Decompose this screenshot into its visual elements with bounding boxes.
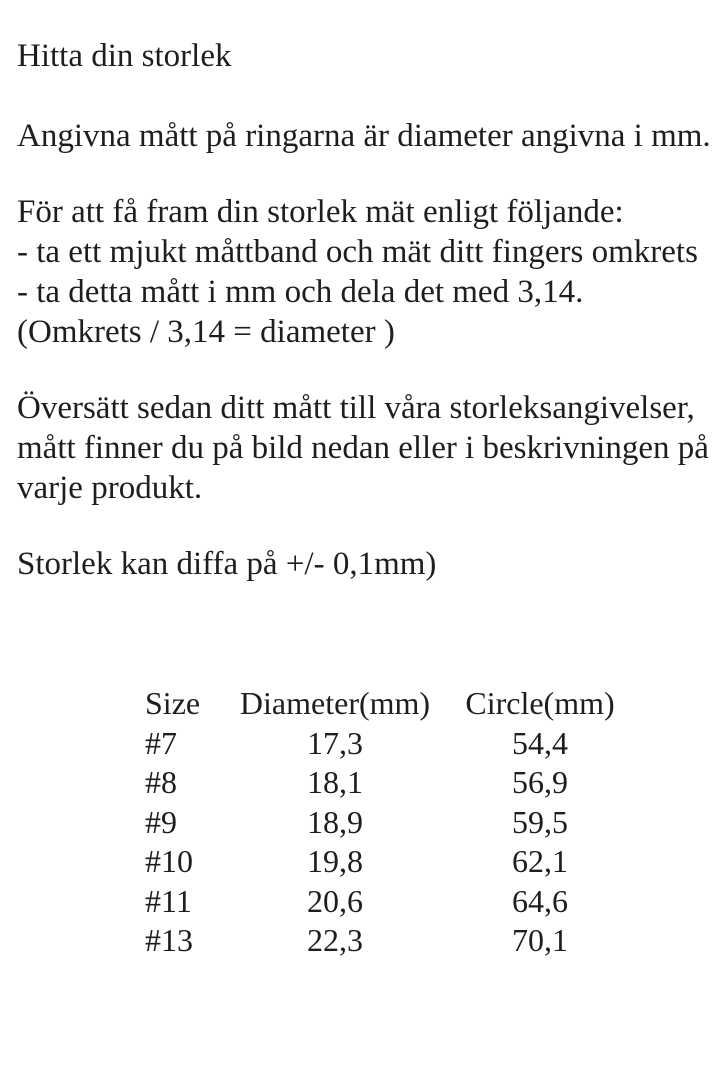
- header-size: Size: [145, 685, 201, 721]
- translate-size-paragraph: [17, 388, 709, 508]
- paragraph-line: För att få fram din storlek mät enligt följande:: [17, 194, 624, 230]
- size-cell: #9: [145, 803, 177, 840]
- circle-cell: 56,9: [512, 764, 568, 800]
- title-text: Hitta din storlek: [17, 38, 232, 74]
- paragraph-line: mått finner du på bild nedan eller i beskrivningen på: [17, 430, 709, 466]
- size-cell: #11: [145, 882, 192, 919]
- table-row: [145, 803, 645, 843]
- circle-cell: 62,1: [512, 843, 568, 879]
- paragraph-line: varje produkt.: [17, 470, 203, 506]
- header-circle: Circle(mm): [465, 685, 615, 721]
- paragraph-line: - ta ett mjukt måttband och mät ditt fingers omkrets: [17, 234, 698, 270]
- paragraph-line: - ta detta mått i mm och dela det med 3,14.: [17, 274, 584, 310]
- measuring-instructions: [17, 192, 698, 352]
- table-header-row: [145, 684, 645, 724]
- circle-cell: 59,5: [512, 803, 568, 840]
- paragraph-line: Storlek kan diffa på +/- 0,1mm): [17, 546, 437, 582]
- diameter-cell: 18,1: [307, 764, 363, 800]
- size-cell: #13: [145, 922, 193, 958]
- ring-size-table: [145, 684, 645, 961]
- table-row: [145, 763, 645, 803]
- header-diameter: Diameter(mm): [239, 685, 431, 721]
- paragraph-line: (Omkrets / 3,14 = diameter ): [17, 314, 395, 350]
- intro-paragraph: [17, 116, 711, 156]
- size-cell: #7: [145, 724, 177, 761]
- size-cell: #10: [145, 843, 193, 879]
- diameter-cell: 18,9: [307, 803, 363, 840]
- paragraph-line: Översätt sedan ditt mått till våra storleksangivelser,: [17, 390, 695, 426]
- table-row: [145, 921, 645, 961]
- circle-cell: 54,4: [512, 724, 568, 761]
- circle-cell: 70,1: [512, 922, 568, 958]
- paragraph-line: Angivna mått på ringarna är diameter angivna i mm.: [17, 118, 711, 154]
- circle-cell: 64,6: [512, 882, 568, 919]
- table-row: [145, 724, 645, 764]
- table-row: [145, 842, 645, 882]
- size-cell: #8: [145, 764, 177, 800]
- diameter-cell: 20,6: [307, 882, 363, 919]
- diameter-cell: 17,3: [307, 724, 363, 761]
- table-row: [145, 882, 645, 922]
- diameter-cell: 19,8: [307, 843, 363, 879]
- tolerance-note: [17, 544, 436, 584]
- diameter-cell: 22,3: [307, 922, 363, 958]
- page-title: [17, 36, 231, 76]
